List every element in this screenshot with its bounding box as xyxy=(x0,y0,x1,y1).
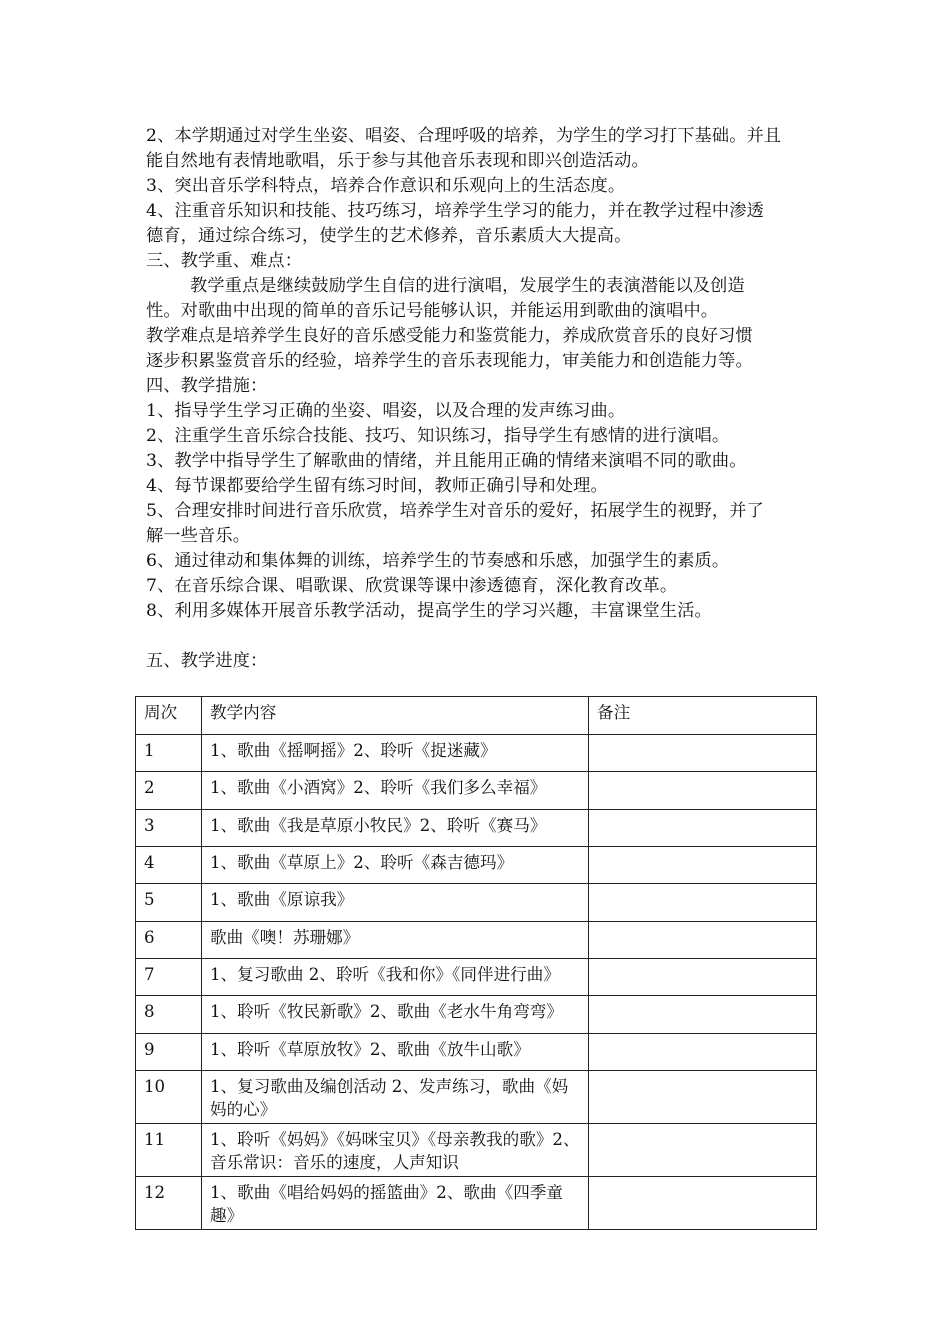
content-cell: 1、歌曲《草原上》2、聆听《森吉德玛》 xyxy=(202,847,589,884)
week-cell: 4 xyxy=(136,847,202,884)
note-cell xyxy=(589,1124,817,1177)
schedule-table xyxy=(135,696,817,1230)
paragraph-line: 德育，通过综合练习，使学生的艺术修养，音乐素质大大提高。 xyxy=(146,226,632,246)
paragraph-line: 能自然地有表情地歌唱，乐于参与其他音乐表现和即兴创造活动。 xyxy=(146,151,649,171)
table-row xyxy=(136,1034,817,1071)
section-heading: 三、教学重、难点： xyxy=(146,251,303,271)
week-cell: 6 xyxy=(136,922,202,959)
table-row xyxy=(136,1124,817,1177)
header-week: 周次 xyxy=(136,697,202,735)
table-row xyxy=(136,996,817,1034)
paragraph-line: 2、本学期通过对学生坐姿、唱姿、合理呼吸的培养，为学生的学习打下基础。并且 xyxy=(146,126,782,146)
note-cell xyxy=(589,735,817,772)
content-cell: 1、复习歌曲及编创活动 2、发声练习，歌曲《妈妈的心》 xyxy=(202,1071,589,1124)
note-cell xyxy=(589,1071,817,1124)
week-cell: 10 xyxy=(136,1071,202,1124)
paragraph-line: 4、每节课都要给学生留有练习时间，教师正确引导和处理。 xyxy=(146,476,608,496)
content-cell: 歌曲《噢！苏珊娜》 xyxy=(202,922,589,959)
section-heading: 五、教学进度： xyxy=(146,651,268,671)
paragraph-line: 教学难点是培养学生良好的音乐感受能力和鉴赏能力，养成欣赏音乐的良好习惯 xyxy=(146,326,753,346)
content-cell: 1、歌曲《原谅我》 xyxy=(202,884,589,922)
week-cell: 5 xyxy=(136,884,202,922)
table-header-row xyxy=(136,697,817,735)
week-cell: 2 xyxy=(136,772,202,810)
note-cell xyxy=(589,847,817,884)
table-row xyxy=(136,1071,817,1124)
paragraph-line: 3、突出音乐学科特点，培养合作意识和乐观向上的生活态度。 xyxy=(146,176,626,196)
content-cell: 1、聆听《牧民新歌》2、歌曲《老水牛角弯弯》 xyxy=(202,996,589,1034)
content-cell: 1、歌曲《摇啊摇》2、聆听《捉迷藏》 xyxy=(202,735,589,772)
content-cell: 1、聆听《妈妈》《妈咪宝贝》《母亲教我的歌》2、音乐常识：音乐的速度，人声知识 xyxy=(202,1124,589,1177)
note-cell xyxy=(589,922,817,959)
paragraph-line: 7、在音乐综合课、唱歌课、欣赏课等课中渗透德育，深化教育改革。 xyxy=(146,576,678,596)
paragraph-line: 5、合理安排时间进行音乐欣赏，培养学生对音乐的爱好，拓展学生的视野，并了 xyxy=(146,501,764,521)
content-cell: 1、歌曲《唱给妈妈的摇篮曲》2、歌曲《四季童趣》 xyxy=(202,1177,589,1230)
table-row xyxy=(136,884,817,922)
week-cell: 12 xyxy=(136,1177,202,1230)
week-cell: 3 xyxy=(136,810,202,847)
note-cell xyxy=(589,959,817,996)
paragraph-line: 2、注重学生音乐综合技能、技巧、知识练习，指导学生有感情的进行演唱。 xyxy=(146,426,730,446)
table-row xyxy=(136,1177,817,1230)
note-cell xyxy=(589,772,817,810)
note-cell xyxy=(589,1034,817,1071)
week-cell: 8 xyxy=(136,996,202,1034)
paragraph-line: 解一些音乐。 xyxy=(146,526,251,546)
table-row xyxy=(136,735,817,772)
table-row xyxy=(136,847,817,884)
table-row xyxy=(136,810,817,847)
paragraph-line: 3、教学中指导学生了解歌曲的情绪，并且能用正确的情绪来演唱不同的歌曲。 xyxy=(146,451,747,471)
content-cell: 1、歌曲《小酒窝》2、聆听《我们多么幸福》 xyxy=(202,772,589,810)
paragraph-line: 4、注重音乐知识和技能、技巧练习，培养学生学习的能力，并在教学过程中渗透 xyxy=(146,201,764,221)
paragraph-line: 教学重点是继续鼓励学生自信的进行演唱，发展学生的表演潜能以及创造 xyxy=(190,276,745,296)
section-heading: 四、教学措施： xyxy=(146,376,268,396)
header-note: 备注 xyxy=(589,697,817,735)
week-cell: 11 xyxy=(136,1124,202,1177)
paragraph-line: 8、利用多媒体开展音乐教学活动，提高学生的学习兴趣，丰富课堂生活。 xyxy=(146,601,712,621)
paragraph-line: 逐步积累鉴赏音乐的经验，培养学生的音乐表现能力，审美能力和创造能力等。 xyxy=(146,351,753,371)
table-row xyxy=(136,959,817,996)
content-cell: 1、聆听《草原放牧》2、歌曲《放牛山歌》 xyxy=(202,1034,589,1071)
week-cell: 7 xyxy=(136,959,202,996)
note-cell xyxy=(589,996,817,1034)
paragraph-line: 1、指导学生学习正确的坐姿、唱姿，以及合理的发声练习曲。 xyxy=(146,401,626,421)
content-cell: 1、歌曲《我是草原小牧民》2、聆听《赛马》 xyxy=(202,810,589,847)
paragraph-line: 6、通过律动和集体舞的训练，培养学生的节奏感和乐感，加强学生的素质。 xyxy=(146,551,730,571)
paragraph-line: 性。对歌曲中出现的简单的音乐记号能够认识，并能运用到歌曲的演唱中。 xyxy=(146,301,719,321)
table-row xyxy=(136,772,817,810)
week-cell: 9 xyxy=(136,1034,202,1071)
week-cell: 1 xyxy=(136,735,202,772)
content-cell: 1、复习歌曲 2、聆听《我和你》《同伴进行曲》 xyxy=(202,959,589,996)
header-content: 教学内容 xyxy=(202,697,589,735)
table-row xyxy=(136,922,817,959)
note-cell xyxy=(589,1177,817,1230)
note-cell xyxy=(589,810,817,847)
note-cell xyxy=(589,884,817,922)
